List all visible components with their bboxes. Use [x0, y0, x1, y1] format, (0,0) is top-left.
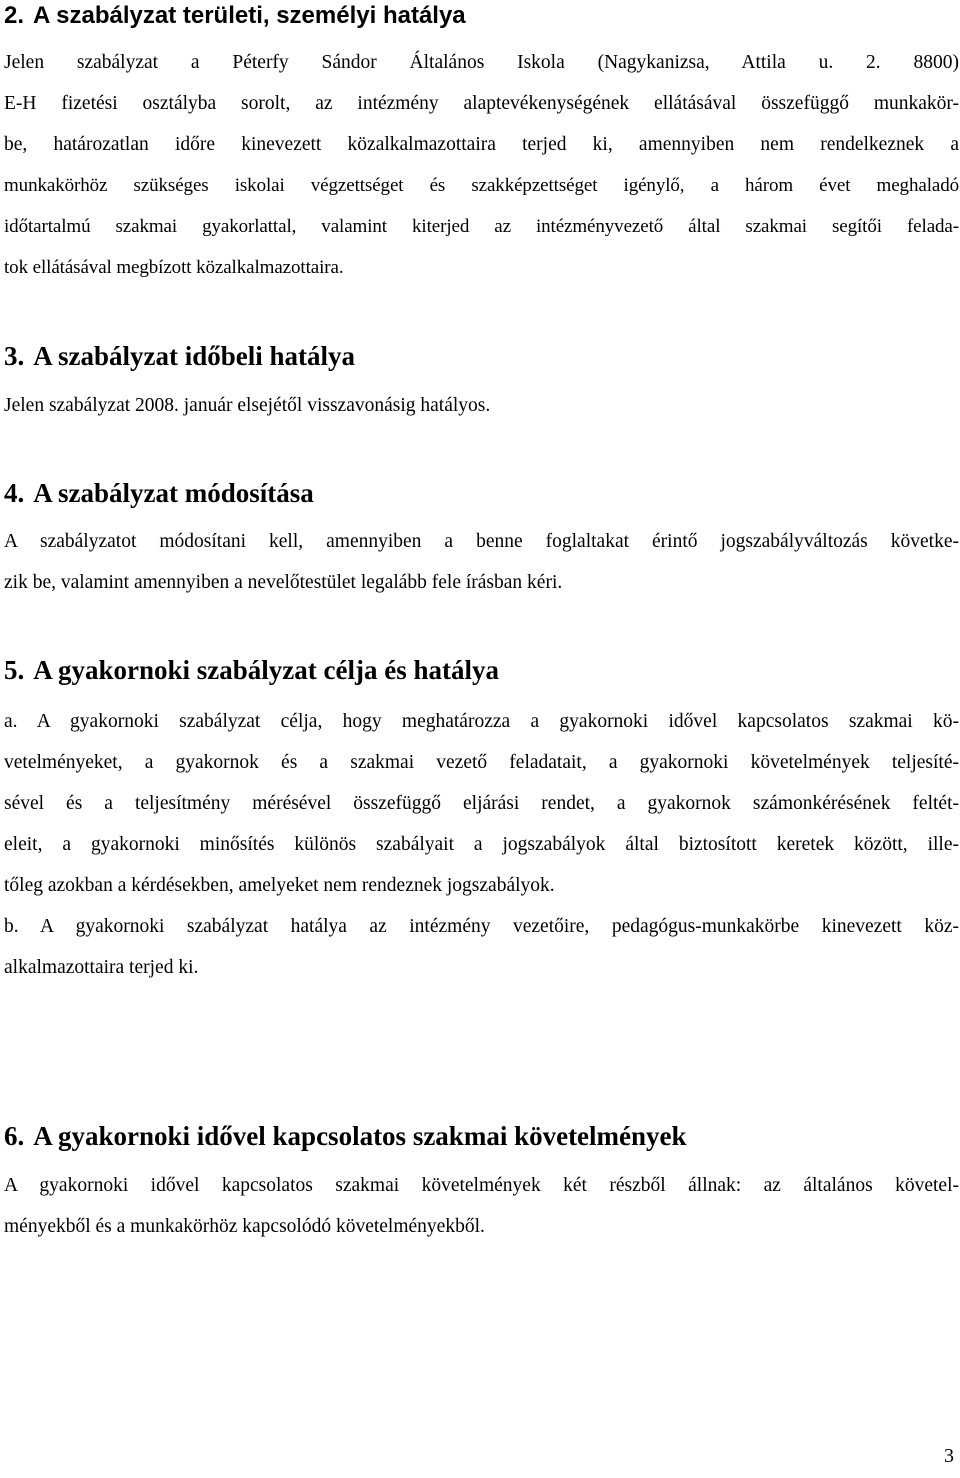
- text-line: alkalmazottaira terjed ki.: [4, 957, 199, 978]
- text-line: vetelményeket, a gyakornok és a szakmai vezető feladatait, a gyakornoki követelmények teljesíté-: [4, 752, 959, 773]
- text-line: be, határozatlan időre kinevezett közalkalmazottaira terjed ki, amennyiben nem rendelkeznek a: [4, 134, 959, 155]
- text-line: zik be, valamint amennyiben a nevelőtestület legalább fele írásban kéri.: [4, 572, 563, 593]
- text-line: E-H fizetési osztályba sorolt, az intézmény alaptevékenységének ellátásával összefüggő munkakör-: [4, 93, 959, 114]
- section-4-heading: [4, 477, 314, 509]
- section-number: 5.: [4, 655, 25, 685]
- section-3-heading: [4, 340, 355, 372]
- section-title: A gyakornoki szabályzat célja és hatálya: [33, 655, 499, 685]
- section-title: A szabályzat időbeli hatálya: [33, 341, 356, 371]
- text-line: Jelen szabályzat a Péterfy Sándor Általános Iskola (Nagykanizsa, Attila u. 2. 8800): [4, 52, 959, 73]
- text-line: A gyakornoki idővel kapcsolatos szakmai követelmények két részből állnak: az általános követel-: [4, 1175, 959, 1196]
- section-3-body: [4, 385, 959, 426]
- page-number: 3: [944, 1445, 954, 1467]
- text-line: A szabályzatot módosítani kell, amennyiben a benne foglaltakat érintő jogszabályváltozás követke-: [4, 531, 959, 552]
- text-line: sével és a teljesítmény mérésével összefüggő eljárási rendet, a gyakornok számonkérésének feltét-: [4, 793, 959, 814]
- text-line: tok ellátásával megbízott közalkalmazottaira.: [4, 257, 344, 278]
- text-line: tőleg azokban a kérdésekben, amelyeket nem rendeznek jogszabályok.: [4, 875, 555, 896]
- section-number: 2.: [4, 2, 25, 29]
- text-line: b. A gyakornoki szabályzat hatálya az intézmény vezetőire, pedagógus-munkakörbe kinevezett köz-: [4, 916, 959, 937]
- text-line: időtartalmú szakmai gyakorlattal, valamint kiterjed az intézményvezető által szakmai segítői felada-: [4, 216, 959, 237]
- section-2-heading: [4, 0, 466, 32]
- section-2-body: [4, 42, 959, 288]
- section-title: A szabályzat területi, személyi hatálya: [33, 2, 466, 29]
- section-title: A gyakornoki idővel kapcsolatos szakmai követelmények: [33, 1121, 687, 1151]
- text-line: munkakörhöz szükséges iskolai végzettséget és szakképzettséget igénylő, a három évet meghaladó: [4, 175, 959, 196]
- text-line: ményekből és a munkakörhöz kapcsolódó követelményekből.: [4, 1216, 485, 1237]
- section-6-body: [4, 1165, 959, 1247]
- text-line: Jelen szabályzat 2008. január elsejétől visszavonásig hatályos.: [4, 395, 491, 416]
- section-4-body: [4, 521, 959, 603]
- section-6-heading: [4, 1120, 687, 1152]
- section-number: 3.: [4, 341, 25, 371]
- section-title: A szabályzat módosítása: [33, 478, 314, 508]
- section-5-body: [4, 701, 959, 988]
- text-line: eleit, a gyakornoki minősítés különös szabályait a jogszabályok által biztosított keretek között, ille-: [4, 834, 959, 855]
- text-line: a. A gyakornoki szabályzat célja, hogy meghatározza a gyakornoki idővel kapcsolatos szakmai kö-: [4, 711, 959, 732]
- section-5-heading: [4, 654, 499, 686]
- section-number: 6.: [4, 1121, 25, 1151]
- section-number: 4.: [4, 478, 25, 508]
